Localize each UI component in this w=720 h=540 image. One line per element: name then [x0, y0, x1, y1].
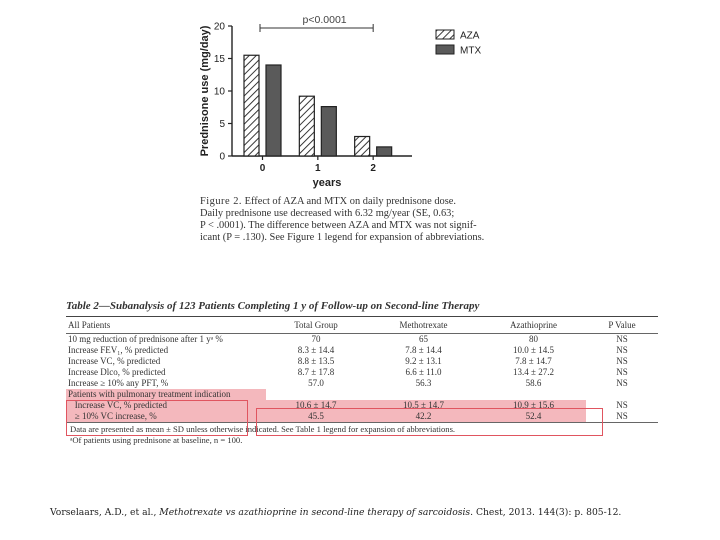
x-axis-label: years — [312, 177, 342, 189]
cell-total: 45.5 — [266, 411, 366, 423]
cell-aza: 10.0 ± 14.5 — [513, 345, 554, 355]
bar-aza-0 — [244, 55, 259, 156]
bar-aza-2 — [355, 137, 370, 157]
table-row-highlighted — [66, 400, 658, 411]
cell-aza: 10.9 ± 15.6 — [481, 400, 586, 411]
table-row — [66, 345, 658, 356]
caption-line-2: Daily prednisone use decreased with 6.32 mg/year (SE, 0.63; — [200, 208, 455, 219]
x-tick-label: 2 — [370, 163, 376, 174]
legend-label-mtx: MTX — [460, 45, 482, 57]
figure-label: Figure 2. — [200, 196, 243, 207]
legend-swatch-mtx — [436, 45, 454, 54]
cell-p: NS — [586, 411, 658, 423]
row-label: 10 mg reduction of prednisone after 1 yᵃ % — [68, 334, 223, 344]
citation — [50, 507, 621, 518]
row-label: ≥ 10% VC increase, % — [66, 411, 266, 423]
caption-line-3: P < .0001). The difference between AZA and MTX was not signif- — [200, 220, 477, 231]
y-tick-label: 20 — [213, 21, 225, 33]
y-tick-label: 5 — [219, 119, 225, 130]
table-2 — [66, 300, 658, 445]
row-label: Increase ≥ 10% any PFT, % — [68, 378, 169, 388]
header-total-group: Total Group — [266, 317, 366, 334]
cell-mtx: 65 — [419, 334, 428, 344]
table-row — [66, 367, 658, 378]
cell-aza: 13.4 ± 27.2 — [513, 367, 554, 377]
legend-swatch-aza — [436, 30, 454, 39]
citation-title: Methotrexate vs azathioprine in second-line therapy of sarcoidosis. — [159, 507, 474, 518]
legend-label-aza: AZA — [460, 30, 480, 42]
citation-authors: Vorselaars, A.D., et al., — [50, 507, 157, 518]
table-title: Table 2—Subanalysis of 123 Patients Completing 1 y of Follow-up on Second-line Therapy — [66, 300, 658, 317]
cell-mtx: 10.5 ± 14.7 — [366, 400, 481, 411]
table-footnotes — [66, 423, 658, 445]
footnote-data: Data are presented as mean ± SD unless otherwise indicated. See Table 1 legend for expansion of abbreviations. — [70, 424, 456, 434]
cell-p: NS — [616, 400, 628, 410]
cell-p: NS — [616, 345, 628, 355]
bar-aza-1 — [299, 96, 314, 156]
bar-mtx-1 — [321, 107, 336, 156]
y-axis-label: Prednisone use (mg/day) — [199, 25, 211, 157]
cell-p: NS — [616, 378, 628, 388]
citation-source: Chest, 2013. 144(3): p. 805-12. — [475, 507, 622, 518]
header-all-patients: All Patients — [66, 317, 266, 334]
row-label: Increase Dlco, % predicted — [68, 367, 166, 377]
cell-aza: 52.4 — [481, 411, 586, 423]
cell-p: NS — [616, 356, 628, 366]
header-azathioprine: Azathioprine — [481, 317, 586, 334]
bar-mtx-0 — [266, 65, 281, 156]
cell-mtx: 7.8 ± 14.4 — [405, 345, 442, 355]
cell-total: 57.0 — [308, 378, 324, 388]
cell-mtx: 56.3 — [415, 378, 432, 388]
subanalysis-table — [66, 317, 658, 423]
table-row — [66, 334, 658, 346]
y-tick-label: 0 — [219, 151, 225, 163]
cell-aza: 7.8 ± 14.7 — [515, 356, 552, 366]
table-header-row — [66, 317, 658, 334]
p-value-annotation: p<0.0001 — [302, 14, 347, 26]
cell-aza: 58.6 — [525, 378, 542, 388]
cell-p: NS — [616, 334, 628, 344]
bar-mtx-2 — [377, 147, 392, 156]
caption-line-4: icant (P = .130). See Figure 1 legend for expansion of abbreviations. — [200, 232, 485, 243]
x-tick-label: 1 — [315, 163, 321, 174]
table-section-row — [66, 389, 658, 400]
footnote-prednisone: ᵃOf patients using prednisone at baseline, n = 100. — [70, 434, 243, 445]
row-label: Increase VC, % predicted — [68, 356, 161, 366]
cell-p: NS — [616, 367, 628, 377]
row-label: Increase FEV₁, % predicted — [68, 345, 169, 355]
cell-mtx: 9.2 ± 13.1 — [405, 356, 442, 366]
figure-2-bar-chart — [190, 8, 490, 190]
cell-total: 8.3 ± 14.4 — [297, 345, 335, 355]
cell-total: 10.6 ± 14.7 — [266, 400, 366, 411]
cell-mtx: 6.6 ± 11.0 — [405, 367, 442, 377]
cell-total: 8.7 ± 17.8 — [297, 367, 335, 377]
row-label: Increase VC, % predicted — [66, 400, 266, 411]
cell-total: 70 — [311, 334, 321, 344]
cell-total: 8.8 ± 13.5 — [297, 356, 335, 366]
figure-caption — [200, 196, 500, 244]
x-tick-label: 0 — [259, 163, 266, 174]
table-row — [66, 378, 658, 389]
y-tick-label: 10 — [213, 86, 225, 98]
cell-aza: 80 — [529, 334, 538, 344]
table-row-highlighted — [66, 411, 658, 423]
y-tick-label: 15 — [213, 54, 225, 65]
header-methotrexate: Methotrexate — [366, 317, 481, 334]
header-p-value: P Value — [586, 317, 658, 334]
table-row — [66, 356, 658, 367]
section-label: Patients with pulmonary treatment indication — [66, 389, 266, 400]
figure-title: Effect of AZA and MTX on daily prednisone dose. — [244, 196, 456, 207]
cell-mtx: 42.2 — [366, 411, 481, 423]
